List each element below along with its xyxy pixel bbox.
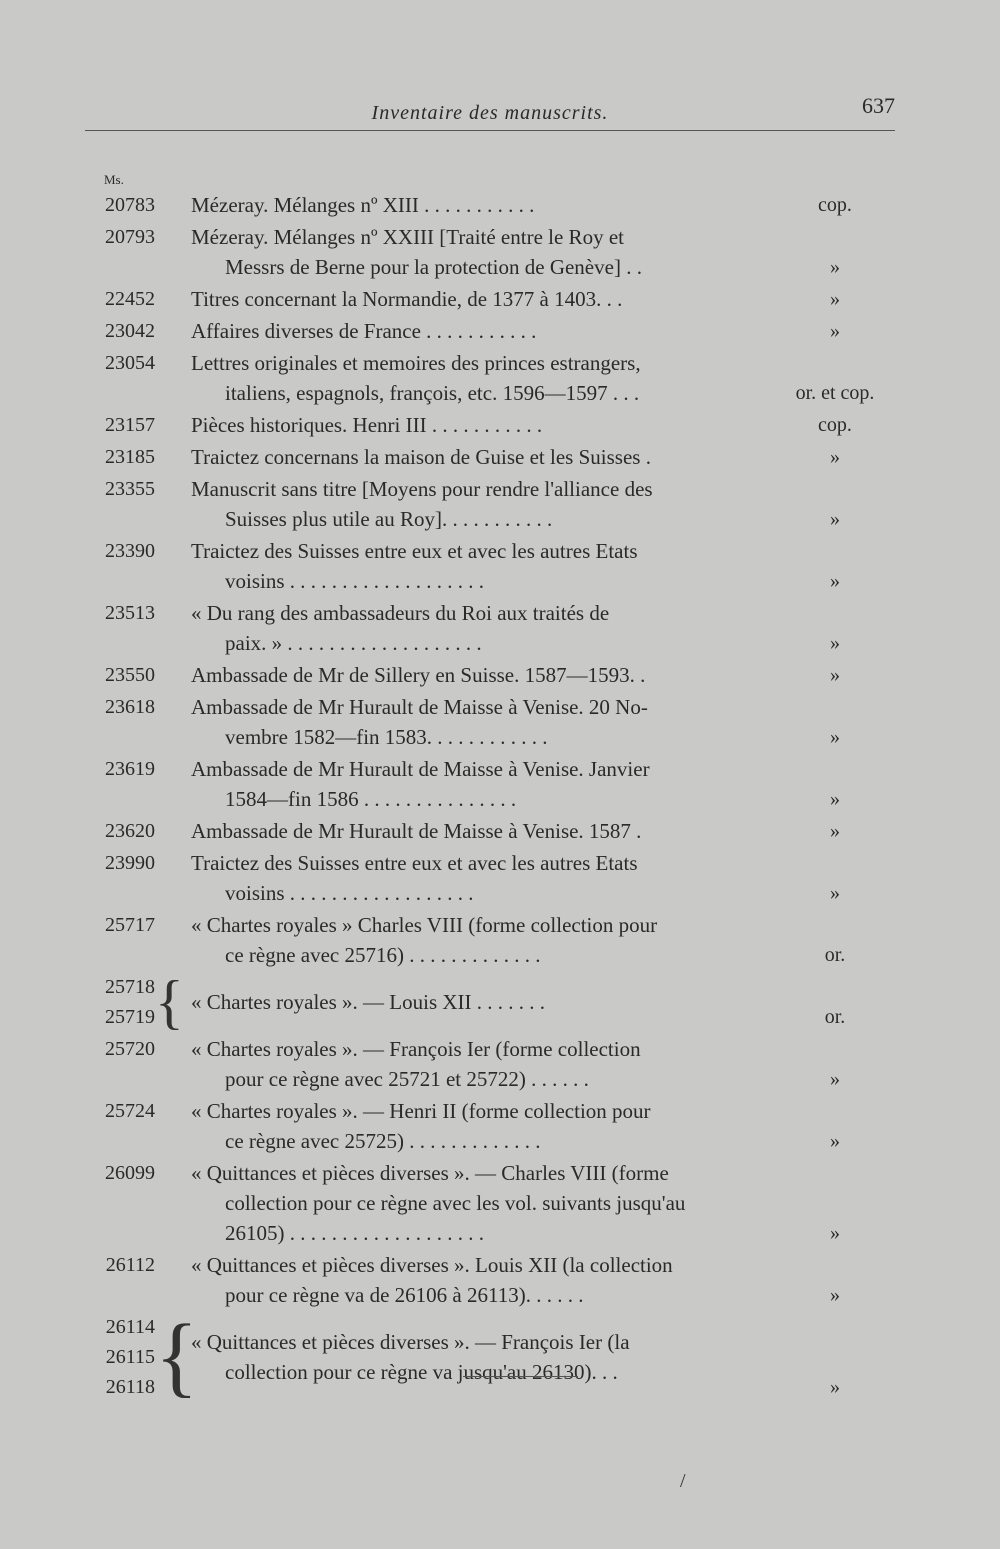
manuscript-number-value: 25717 — [105, 914, 155, 936]
manuscript-number-value: 23157 — [105, 414, 155, 436]
description-line: Ambassade de Mr Hurault de Maisse à Venise. Janvier — [191, 757, 650, 781]
manuscript-entry — [85, 1250, 895, 1310]
description-line: « Chartes royales » Charles VIII (forme collection pour — [191, 913, 658, 937]
description-line: vembre 1582—fin 1583. . . . . . . . . . . . — [225, 725, 548, 749]
description-line: voisins . . . . . . . . . . . . . . . . . . — [225, 881, 474, 905]
manuscript-entry — [85, 598, 895, 658]
description-line: Ambassade de Mr Hurault de Maisse à Venise. 1587 . — [191, 819, 642, 843]
manuscript-description — [175, 316, 775, 346]
manuscript-number-value: 20793 — [105, 226, 155, 248]
description-line: « Du rang des ambassadeurs du Roi aux traités de — [191, 601, 610, 625]
manuscript-number — [85, 316, 155, 346]
manuscript-number — [85, 1250, 155, 1280]
description-line: Traictez des Suisses entre eux et avec les autres Etats — [191, 539, 638, 563]
manuscript-number-value: 20783 — [105, 194, 155, 216]
document-type: » — [830, 446, 840, 468]
grouping-brace: { — [155, 969, 184, 1035]
manuscript-entry — [85, 754, 895, 814]
manuscript-number — [85, 474, 155, 504]
manuscript-description — [175, 660, 775, 690]
manuscript-entry — [85, 190, 895, 220]
manuscript-number — [85, 536, 155, 566]
manuscript-description — [175, 474, 775, 534]
manuscript-number — [85, 1312, 155, 1402]
document-type: » — [830, 664, 840, 686]
manuscript-entry — [85, 1158, 895, 1248]
manuscript-number — [85, 692, 155, 722]
manuscript-entry — [85, 536, 895, 596]
description-line: paix. » . . . . . . . . . . . . . . . . . . . — [225, 631, 482, 655]
manuscript-number-value: 23355 — [105, 478, 155, 500]
document-type: cop. — [818, 194, 852, 216]
manuscript-number-value: 23990 — [105, 852, 155, 874]
manuscript-number-value: 23619 — [105, 758, 155, 780]
manuscript-number — [85, 754, 155, 784]
manuscript-number — [85, 222, 155, 252]
manuscript-description — [175, 910, 775, 970]
page-number: 637 — [862, 93, 895, 118]
manuscript-description — [175, 190, 775, 220]
manuscript-entry — [85, 474, 895, 534]
manuscript-description — [175, 754, 775, 814]
running-header — [85, 90, 895, 131]
manuscript-number — [85, 660, 155, 690]
stray-mark: / — [680, 1470, 686, 1492]
description-line: Affaires diverses de France . . . . . . . . . . . — [191, 319, 537, 343]
description-line: ce règne avec 25716) . . . . . . . . . . . . . — [225, 943, 541, 967]
description-line: Suisses plus utile au Roy]. . . . . . . . . . . — [225, 507, 553, 531]
manuscript-entry — [85, 442, 895, 472]
manuscript-number — [85, 190, 155, 220]
manuscript-number — [85, 598, 155, 628]
manuscript-number-value: 26115 — [105, 1346, 155, 1368]
document-type: » — [830, 508, 840, 530]
document-type: » — [830, 1376, 840, 1398]
manuscript-number-value: 23042 — [105, 320, 155, 342]
description-line: collection pour ce règne va jusqu'au 26130). . . — [225, 1360, 618, 1384]
description-line: Ambassade de Mr de Sillery en Suisse. 1587—1593. . — [191, 663, 646, 687]
description-line: « Quittances et pièces diverses ». — François Ier (la — [191, 1330, 630, 1354]
manuscript-description — [175, 536, 775, 596]
manuscript-entry — [85, 816, 895, 846]
description-line: « Quittances et pièces diverses ». Louis XII (la collection — [191, 1253, 673, 1277]
document-type: cop. — [818, 414, 852, 436]
description-line: Messrs de Berne pour la protection de Genève] . . — [225, 255, 642, 279]
document-type: » — [830, 632, 840, 654]
description-line: Manuscrit sans titre [Moyens pour rendre l'alliance des — [191, 477, 653, 501]
document-type: » — [830, 1284, 840, 1306]
manuscript-number — [85, 816, 155, 846]
description-line: « Chartes royales ». — Louis XII . . . . . . . — [191, 990, 546, 1014]
manuscript-description — [175, 1096, 775, 1156]
manuscript-entry — [85, 1096, 895, 1156]
description-line: pour ce règne va de 26106 à 26113). . . . . . — [225, 1283, 584, 1307]
manuscript-number-value: 25719 — [105, 1006, 155, 1028]
manuscript-description — [175, 848, 775, 908]
manuscript-number-value: 26112 — [105, 1254, 155, 1276]
manuscript-number — [85, 442, 155, 472]
grouping-brace: { — [155, 1307, 199, 1406]
manuscript-description — [175, 598, 775, 658]
manuscript-entry — [85, 969, 895, 1035]
manuscript-number-value: 25718 — [105, 976, 155, 998]
description-line: Lettres originales et memoires des princes estrangers, — [191, 351, 641, 375]
manuscript-number-value: 23620 — [105, 820, 155, 842]
description-line: pour ce règne avec 25721 et 25722) . . . . . . — [225, 1067, 589, 1091]
manuscript-entry — [85, 660, 895, 690]
document-type: or. — [824, 1006, 846, 1028]
manuscript-number-value: 26099 — [105, 1162, 155, 1184]
description-line: Mézeray. Mélanges nº XIII . . . . . . . . . . . — [191, 193, 535, 217]
document-type: » — [830, 1068, 840, 1090]
manuscript-number-value: 25724 — [105, 1100, 155, 1122]
manuscript-entry — [85, 848, 895, 908]
description-line: Traictez des Suisses entre eux et avec les autres Etats — [191, 851, 638, 875]
manuscript-entry — [85, 1034, 895, 1094]
ms-column-label: Ms. — [104, 172, 124, 187]
document-type: » — [830, 1130, 840, 1152]
manuscript-number-value: 23185 — [105, 446, 155, 468]
manuscript-number-value: 25720 — [105, 1038, 155, 1060]
manuscript-description — [175, 348, 775, 408]
manuscript-number-value: 23513 — [105, 602, 155, 624]
manuscript-description — [175, 972, 775, 1017]
description-line: Pièces historiques. Henri III . . . . . . . . . . . — [191, 413, 543, 437]
description-line: Traictez concernans la maison de Guise et les Suisses . — [191, 445, 651, 469]
manuscript-entry — [85, 316, 895, 346]
document-type: or. — [824, 944, 846, 966]
document-type: » — [830, 820, 840, 842]
manuscript-entry — [85, 692, 895, 752]
description-line: 1584—fin 1586 . . . . . . . . . . . . . . . — [225, 787, 517, 811]
description-line: italiens, espagnols, françois, etc. 1596—1597 . . . — [225, 381, 640, 405]
manuscript-description — [175, 284, 775, 314]
description-line: « Chartes royales ». — François Ier (forme collection — [191, 1037, 641, 1061]
description-line: Mézeray. Mélanges nº XXIII [Traité entre le Roy et — [191, 225, 624, 249]
manuscript-entry — [85, 222, 895, 282]
manuscript-description — [175, 442, 775, 472]
manuscript-number — [85, 1034, 155, 1064]
description-line: 26105) . . . . . . . . . . . . . . . . . . . — [225, 1221, 484, 1245]
manuscript-number-value: 26118 — [105, 1376, 155, 1398]
manuscript-description — [175, 410, 775, 440]
manuscript-number-value: 22452 — [105, 288, 155, 310]
manuscript-description — [175, 692, 775, 752]
manuscript-description — [175, 816, 775, 846]
manuscript-entry — [85, 910, 895, 970]
description-line: collection pour ce règne avec les vol. suivants jusqu'au — [225, 1191, 686, 1215]
manuscript-description — [175, 222, 775, 282]
manuscript-number-value: 23550 — [105, 664, 155, 686]
document-type: or. et cop. — [795, 382, 875, 404]
end-rule — [463, 1376, 578, 1377]
running-title: Inventaire des manuscrits. — [371, 102, 609, 124]
document-type: » — [830, 570, 840, 592]
document-type: » — [830, 1222, 840, 1244]
manuscript-number — [85, 284, 155, 314]
manuscript-entry — [85, 284, 895, 314]
description-line: ce règne avec 25725) . . . . . . . . . . . . . — [225, 1129, 541, 1153]
document-type: » — [830, 726, 840, 748]
manuscript-entry — [85, 410, 895, 440]
manuscript-description — [175, 1158, 775, 1248]
description-line: « Chartes royales ». — Henri II (forme collection pour — [191, 1099, 651, 1123]
manuscript-description — [175, 1034, 775, 1094]
manuscript-number-value: 26114 — [105, 1316, 155, 1338]
manuscript-number — [85, 972, 155, 1032]
document-type: » — [830, 288, 840, 310]
document-type: » — [830, 320, 840, 342]
document-type: » — [830, 882, 840, 904]
manuscript-number — [85, 910, 155, 940]
manuscript-entry — [85, 1307, 895, 1406]
description-line: Titres concernant la Normandie, de 1377 à 1403. . . — [191, 287, 623, 311]
manuscript-number — [85, 348, 155, 378]
manuscript-number — [85, 410, 155, 440]
manuscript-number-value: 23390 — [105, 540, 155, 562]
description-line: « Quittances et pièces diverses ». — Charles VIII (forme — [191, 1161, 669, 1185]
manuscript-number — [85, 1158, 155, 1188]
manuscript-number — [85, 1096, 155, 1126]
manuscript-number-value: 23618 — [105, 696, 155, 718]
manuscript-entry — [85, 348, 895, 408]
manuscript-number — [85, 848, 155, 878]
description-line: Ambassade de Mr Hurault de Maisse à Venise. 20 No- — [191, 695, 648, 719]
manuscript-description — [175, 1250, 775, 1310]
manuscript-list — [85, 190, 895, 1404]
document-type: » — [830, 788, 840, 810]
document-type: » — [830, 256, 840, 278]
description-line: voisins . . . . . . . . . . . . . . . . . . . — [225, 569, 485, 593]
manuscript-number-value: 23054 — [105, 352, 155, 374]
